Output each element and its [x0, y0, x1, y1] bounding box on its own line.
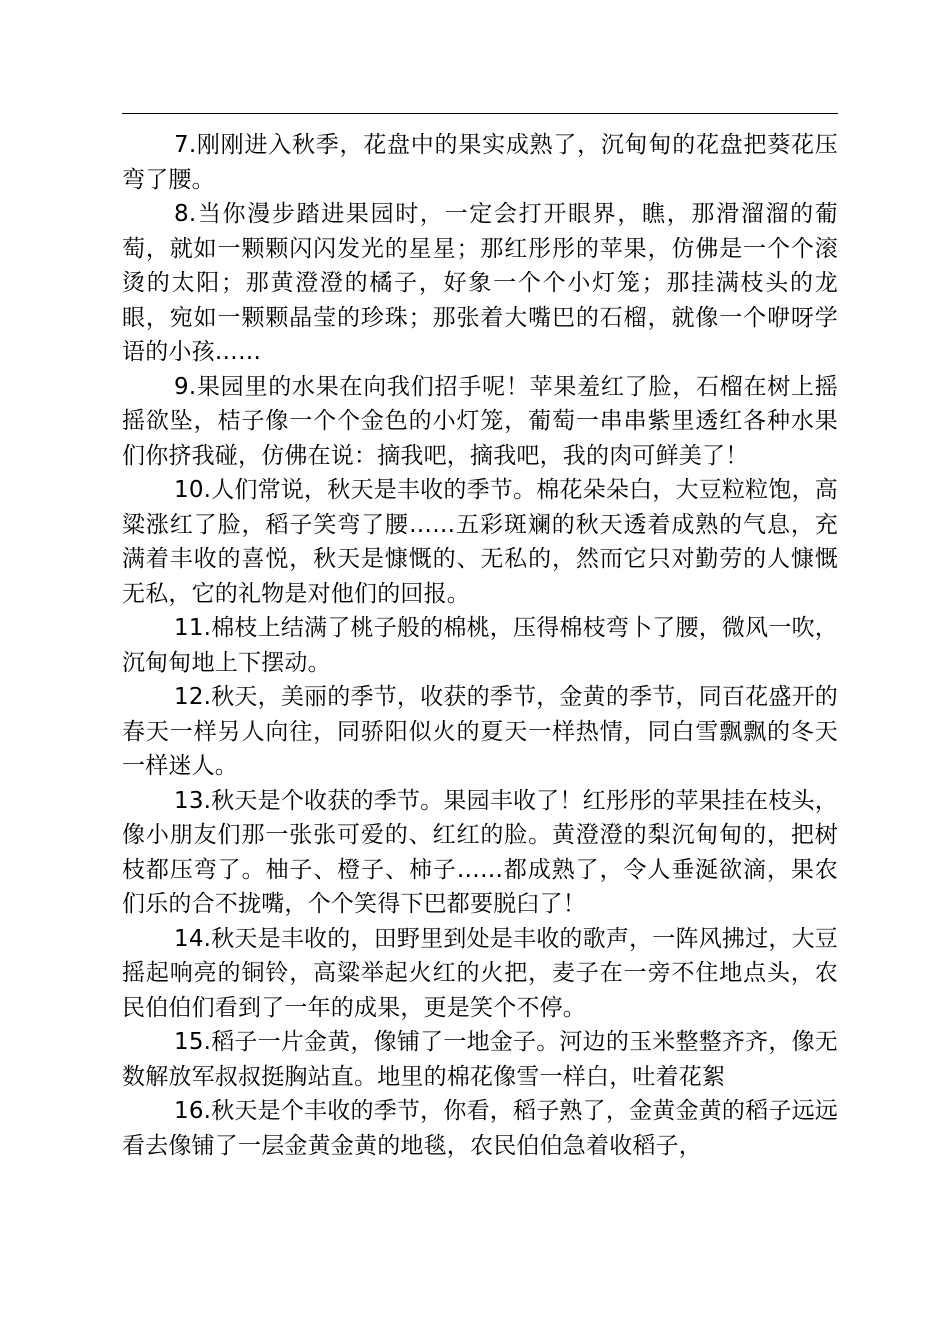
paragraph-16: 16.秋天是个丰收的季节，你看，稻子熟了，金黄金黄的稻子远远看去像铺了一层金黄金黄的地毯，农民伯伯急着收稻子， [122, 1098, 838, 1159]
paragraph-15: 15.稻子一片金黄，像铺了一地金子。河边的玉米整整齐齐，像无数解放军叔叔挺胸站直。地里的棉花像雪一样白，吐着花絮 [122, 1029, 838, 1090]
paragraph-13: 13.秋天是个收获的季节。果园丰收了！红彤彤的苹果挂在枝头，像小朋友们那一张张可爱的、红红的脸。黄澄澄的梨沉甸甸的，把树枝都压弯了。柚子、橙子、柿子……都成熟了，令人垂涎欲滴，果农们乐的合不拢嘴，个个笑得下巴都要脱臼了！ [122, 787, 838, 917]
paragraph-7: 7.刚刚进入秋季，花盘中的果实成熟了，沉甸甸的花盘把葵花压弯了腰。 [122, 132, 838, 193]
paragraph-8: 8.当你漫步踏进果园时，一定会打开眼界，瞧，那滑溜溜的葡萄，就如一颗颗闪闪发光的星星；那红彤彤的苹果，仿佛是一个个滚烫的太阳；那黄澄澄的橘子，好象一个个小灯笼；那挂满枝头的龙眼，宛如一颗颗晶莹的珍珠；那张着大嘴巴的石榴，就像一个咿呀学语的小孩…… [122, 201, 838, 365]
paragraph-9: 9.果园里的水果在向我们招手呢！苹果羞红了脸，石榴在树上摇摇欲坠，桔子像一个个金色的小灯笼，葡萄一串串紫里透红各种水果们你挤我碰，仿佛在说：摘我吧，摘我吧，我的肉可鲜美了！ [122, 373, 838, 469]
paragraph-12: 12.秋天，美丽的季节，收获的季节，金黄的季节，同百花盛开的春天一样另人向往，同骄阳似火的夏天一样热情，同白雪飘飘的冬天一样迷人。 [122, 684, 838, 779]
paragraph-10: 10.人们常说，秋天是丰收的季节。棉花朵朵白，大豆粒粒饱，高粱涨红了脸，稻子笑弯了腰……五彩斑斓的秋天透着成熟的气息，充满着丰收的喜悦，秋天是慷慨的、无私的，然而它只对勤劳的人慷慨无私，它的礼物是对他们的回报。 [122, 477, 838, 607]
document-body [122, 128, 838, 1163]
header-rule [122, 113, 838, 114]
paragraph-11: 11.棉枝上结满了桃子般的棉桃，压得棉枝弯卜了腰，微风一吹，沉甸甸地上下摆动。 [122, 615, 838, 676]
paragraph-14: 14.秋天是丰收的，田野里到处是丰收的歌声，一阵风拂过，大豆摇起响亮的铜铃，高粱举起火红的火把，麦子在一旁不住地点头，农民伯伯们看到了一年的成果，更是笑个不停。 [122, 925, 838, 1021]
